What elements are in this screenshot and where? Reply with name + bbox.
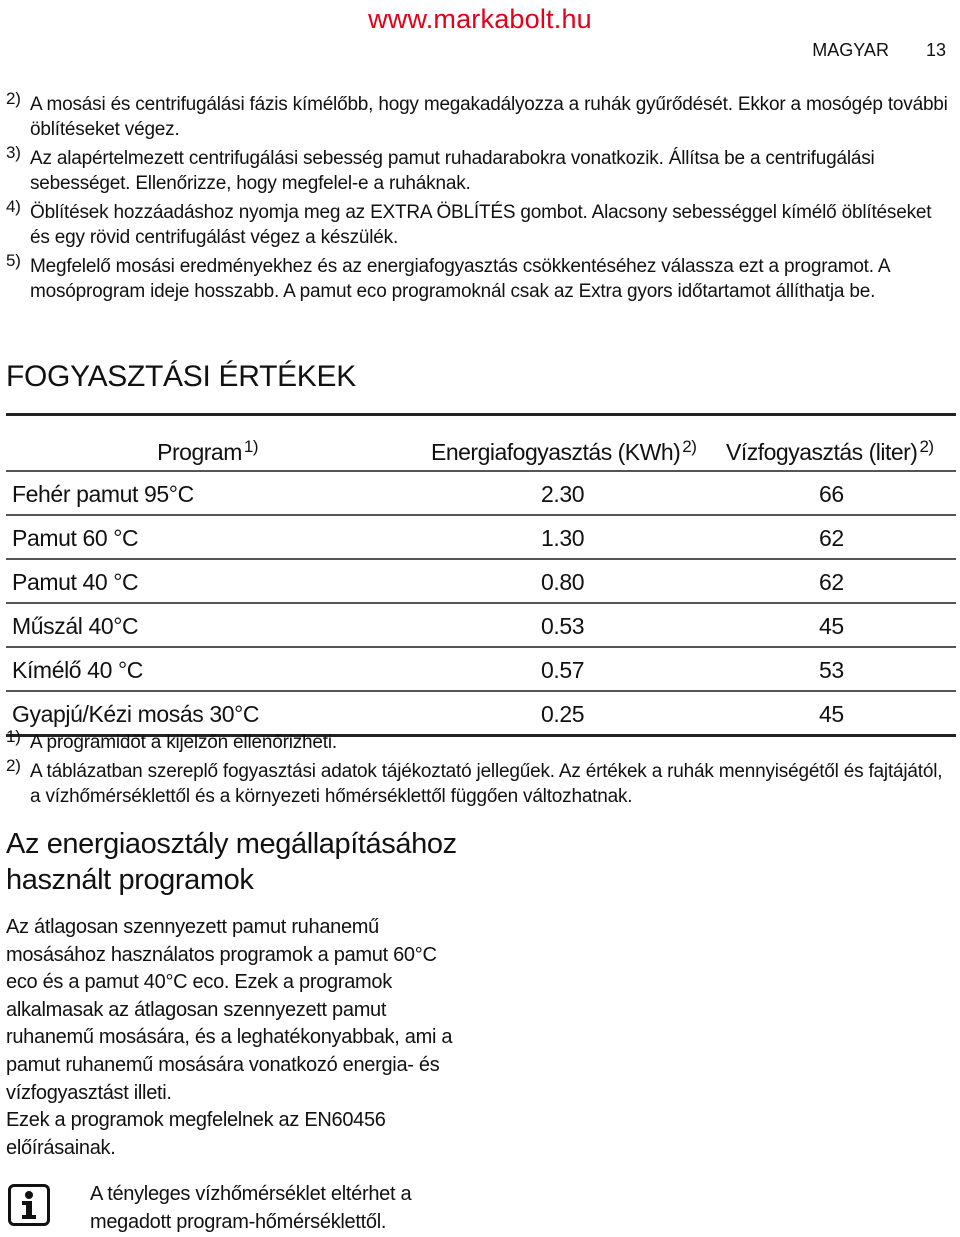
energy-cell: 0.25 — [376, 691, 711, 736]
footnote-marker: 4) — [6, 197, 21, 216]
table-row — [6, 647, 956, 691]
table-row — [6, 559, 956, 603]
water-cell: 62 — [711, 515, 956, 559]
water-cell: 53 — [711, 647, 956, 691]
water-cell: 66 — [711, 471, 956, 515]
footnote-marker: 3) — [6, 143, 21, 162]
subsection-title: Az energiaosztály megállapításához használt programok — [6, 828, 457, 896]
footnote-item — [6, 89, 951, 142]
section-title: FOGYASZTÁSI ÉRTÉKEK — [6, 360, 356, 393]
footnote-text: A mosási és centrifugálási fázis kímélőbb, hogy megakadályozza a ruhák gyűrődését. Ekkor a mosógép további öblítéseket végez. — [30, 94, 948, 140]
energy-cell: 0.53 — [376, 603, 711, 647]
energy-cell: 2.30 — [376, 471, 711, 515]
program-cell: Kímélő 40 °C — [6, 647, 376, 691]
program-cell: Gyapjú/Kézi mosás 30°C — [6, 691, 376, 736]
table-header-row — [6, 415, 956, 472]
energy-cell: 1.30 — [376, 515, 711, 559]
body-paragraph: Ezek a programok megfelelnek az EN60456 előírásainak. — [6, 1109, 386, 1159]
energy-cell: 0.57 — [376, 647, 711, 691]
table-footnotes — [6, 727, 951, 813]
footnote-text: A programidőt a kijelzőn ellenőrizheti. — [30, 732, 337, 753]
table-row — [6, 471, 956, 515]
consumption-table — [6, 413, 956, 737]
footnote-item — [6, 197, 951, 250]
footnote-marker: 2) — [6, 89, 21, 108]
footnote-text: Megfelelő mosási eredményekhez és az energiafogyasztás csökkentéséhez válassza ezt a programot. A mosóprogram ideje hosszabb. A pamut eco programoknál csak az Extra gyors időtartamot állíthatja be. — [30, 256, 890, 302]
water-cell: 62 — [711, 559, 956, 603]
header-energy: Energiafogyasztás (KWh) $^{2)}$ — [376, 415, 711, 472]
footnote-text: Az alapértelmezett centrifugálási sebesség pamut ruhadarabokra vonatkozik. Állítsa be a centrifugálási sebességet. Ellenőrizze, hogy megfelel-e a ruháknak. — [30, 148, 875, 194]
language-label: MAGYAR — [812, 40, 889, 60]
water-cell: 45 — [711, 603, 956, 647]
program-cell: Műszál 40°C — [6, 603, 376, 647]
footnote-item — [6, 251, 951, 304]
body-paragraph: Az átlagosan szennyezett pamut ruhanemű mosásához használatos programok a pamut 60°C eco és a pamut 40°C eco. Ezek a programok alkalmasak az átlagosan szennyezett pamut ruhanemű mosására, és a leghatékonyabbak, ami a pamut ruhanemű mosására vonatkozó energia- és vízfogyasztást illeti. — [6, 916, 453, 1104]
footnote-item — [6, 143, 951, 196]
watermark: www.markabolt.hu — [368, 4, 592, 34]
footnote-item — [6, 756, 951, 809]
header-water: Vízfogyasztás (liter) $^{2)}$ — [711, 415, 956, 472]
page-header — [812, 40, 946, 61]
program-cell: Pamut 40 °C — [6, 559, 376, 603]
top-footnotes — [6, 89, 951, 308]
table-row — [6, 515, 956, 559]
page-number: 13 — [925, 40, 946, 60]
energy-cell: 0.80 — [376, 559, 711, 603]
table-row — [6, 603, 956, 647]
program-cell: Fehér pamut 95°C — [6, 471, 376, 515]
header-program: Program $^{1)}$ — [6, 415, 376, 472]
body-text — [6, 914, 466, 1162]
footnote-text: A táblázatban szereplő fogyasztási adatok tájékoztató jellegűek. Az értékek a ruhák mennyiségétől és fajtájától, a vízhőmérséklettől és a környezeti hőmérséklettől függően változhatnak. — [30, 761, 943, 807]
water-cell: 45 — [711, 691, 956, 736]
program-cell: Pamut 60 °C — [6, 515, 376, 559]
footnote-marker: 2) — [6, 756, 21, 775]
info-icon — [8, 1184, 50, 1226]
footnote-marker: 1) — [6, 727, 21, 746]
footnote-marker: 5) — [6, 251, 21, 270]
info-note: A tényleges vízhőmérséklet eltérhet a megadott program-hőmérséklettől. — [90, 1183, 412, 1233]
table-row — [6, 691, 956, 736]
footnote-item — [6, 727, 951, 755]
footnote-text: Öblítések hozzáadáshoz nyomja meg az EXTRA ÖBLÍTÉS gombot. Alacsony sebességgel kímélő öblítéseket és egy rövid centrifugálást végez a készülék. — [30, 202, 932, 248]
